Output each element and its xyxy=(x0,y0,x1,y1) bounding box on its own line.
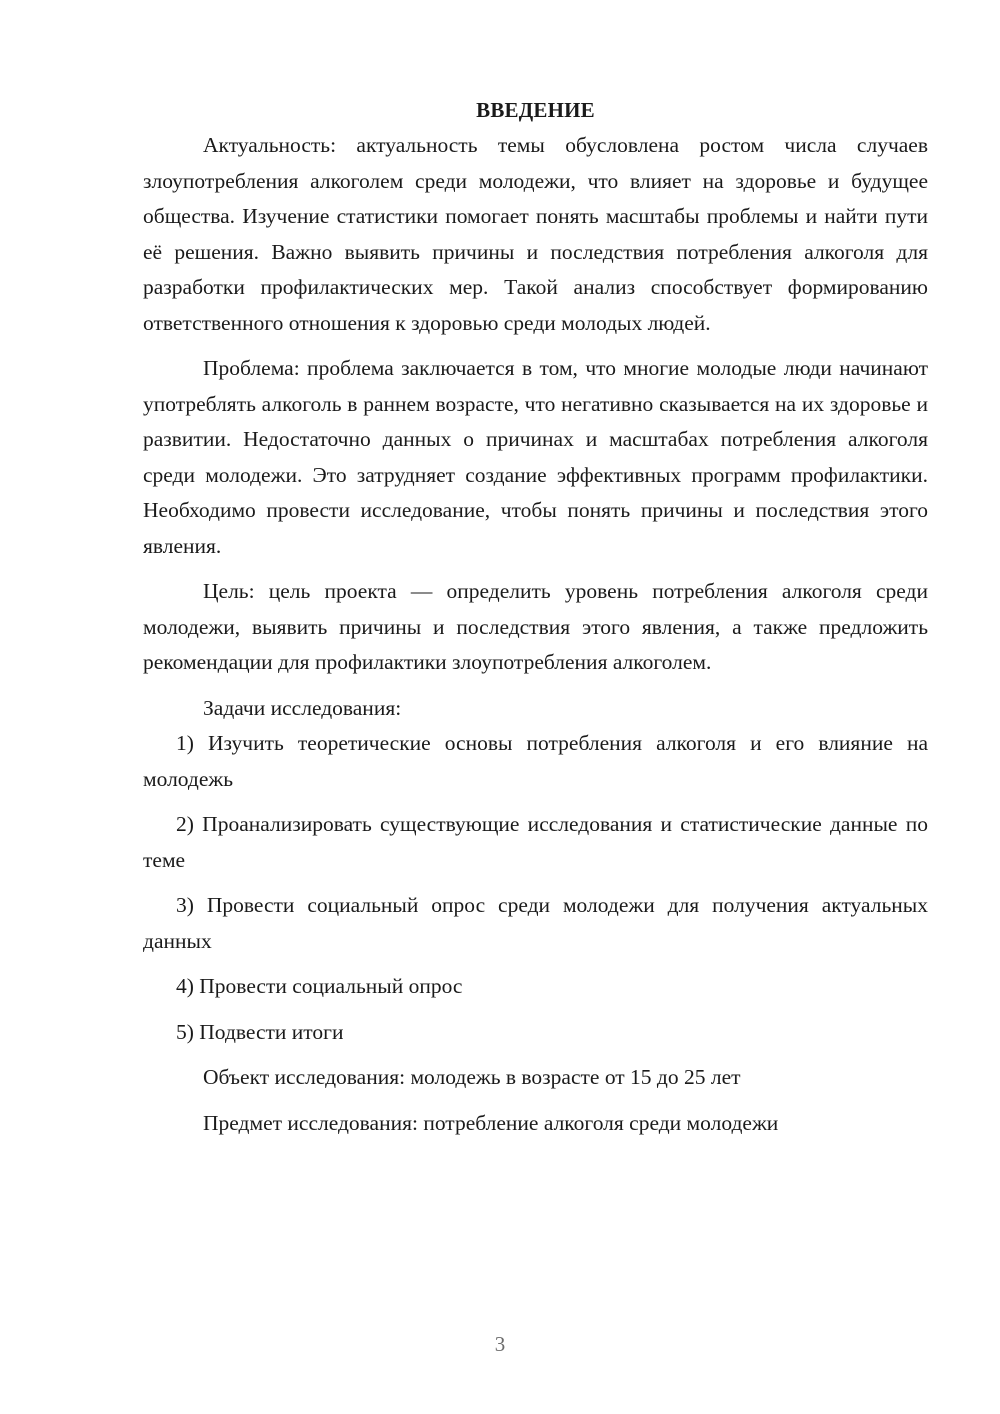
paragraph-goal: Цель: цель проекта — определить уровень потребления алкоголя среди молодежи, выявить причины и последствия этого явления, а также предложить рекомендации для профилактики злоупотребления алкоголем. xyxy=(143,579,928,674)
task-item-5: 5) Подвести итоги xyxy=(176,1019,344,1044)
task-item-4: 4) Провести социальный опрос xyxy=(176,974,463,998)
page-title: ВВЕДЕНИЕ xyxy=(476,98,595,122)
research-subject: Предмет исследования: потребление алкоголя среди молодежи xyxy=(203,1110,779,1135)
task-item-1: 1) Изучить теоретические основы потребления алкоголя и его влияние на молодежь xyxy=(143,731,928,791)
task-item-2: 2) Проанализировать существующие исследования и статистические данные по теме xyxy=(143,812,928,872)
tasks-heading: Задачи исследования: xyxy=(203,695,402,720)
document-page xyxy=(143,92,928,1141)
research-object: Объект исследования: молодежь в возрасте от 15 до 25 лет xyxy=(203,1065,741,1089)
task-item-3: 3) Провести социальный опрос среди молодежи для получения актуальных данных xyxy=(143,893,928,953)
paragraph-problem: Проблема: проблема заключается в том, что многие молодые люди начинают употреблять алкоголь в раннем возрасте, что негативно сказывается на их здоровье и развитии. Недостаточно данных о причинах и масштабах потребления алкоголя среди молодежи. Это затрудняет создание эффективных программ профилактики. Необходимо провести исследование, чтобы понять причины и последствия этого явления. xyxy=(143,356,928,558)
page-number: 3 xyxy=(494,1332,506,1356)
paragraph-relevance: Актуальность: актуальность темы обусловлена ростом числа случаев злоупотребления алкоголем среди молодежи, что влияет на здоровье и будущее общества. Изучение статистики помогает понять масштабы проблемы и найти пути её решения. Важно выявить причины и последствия потребления алкоголя для разработки профилактических мер. Такой анализ способствует формированию ответственного отношения к здоровью среди молодых людей. xyxy=(143,133,928,335)
